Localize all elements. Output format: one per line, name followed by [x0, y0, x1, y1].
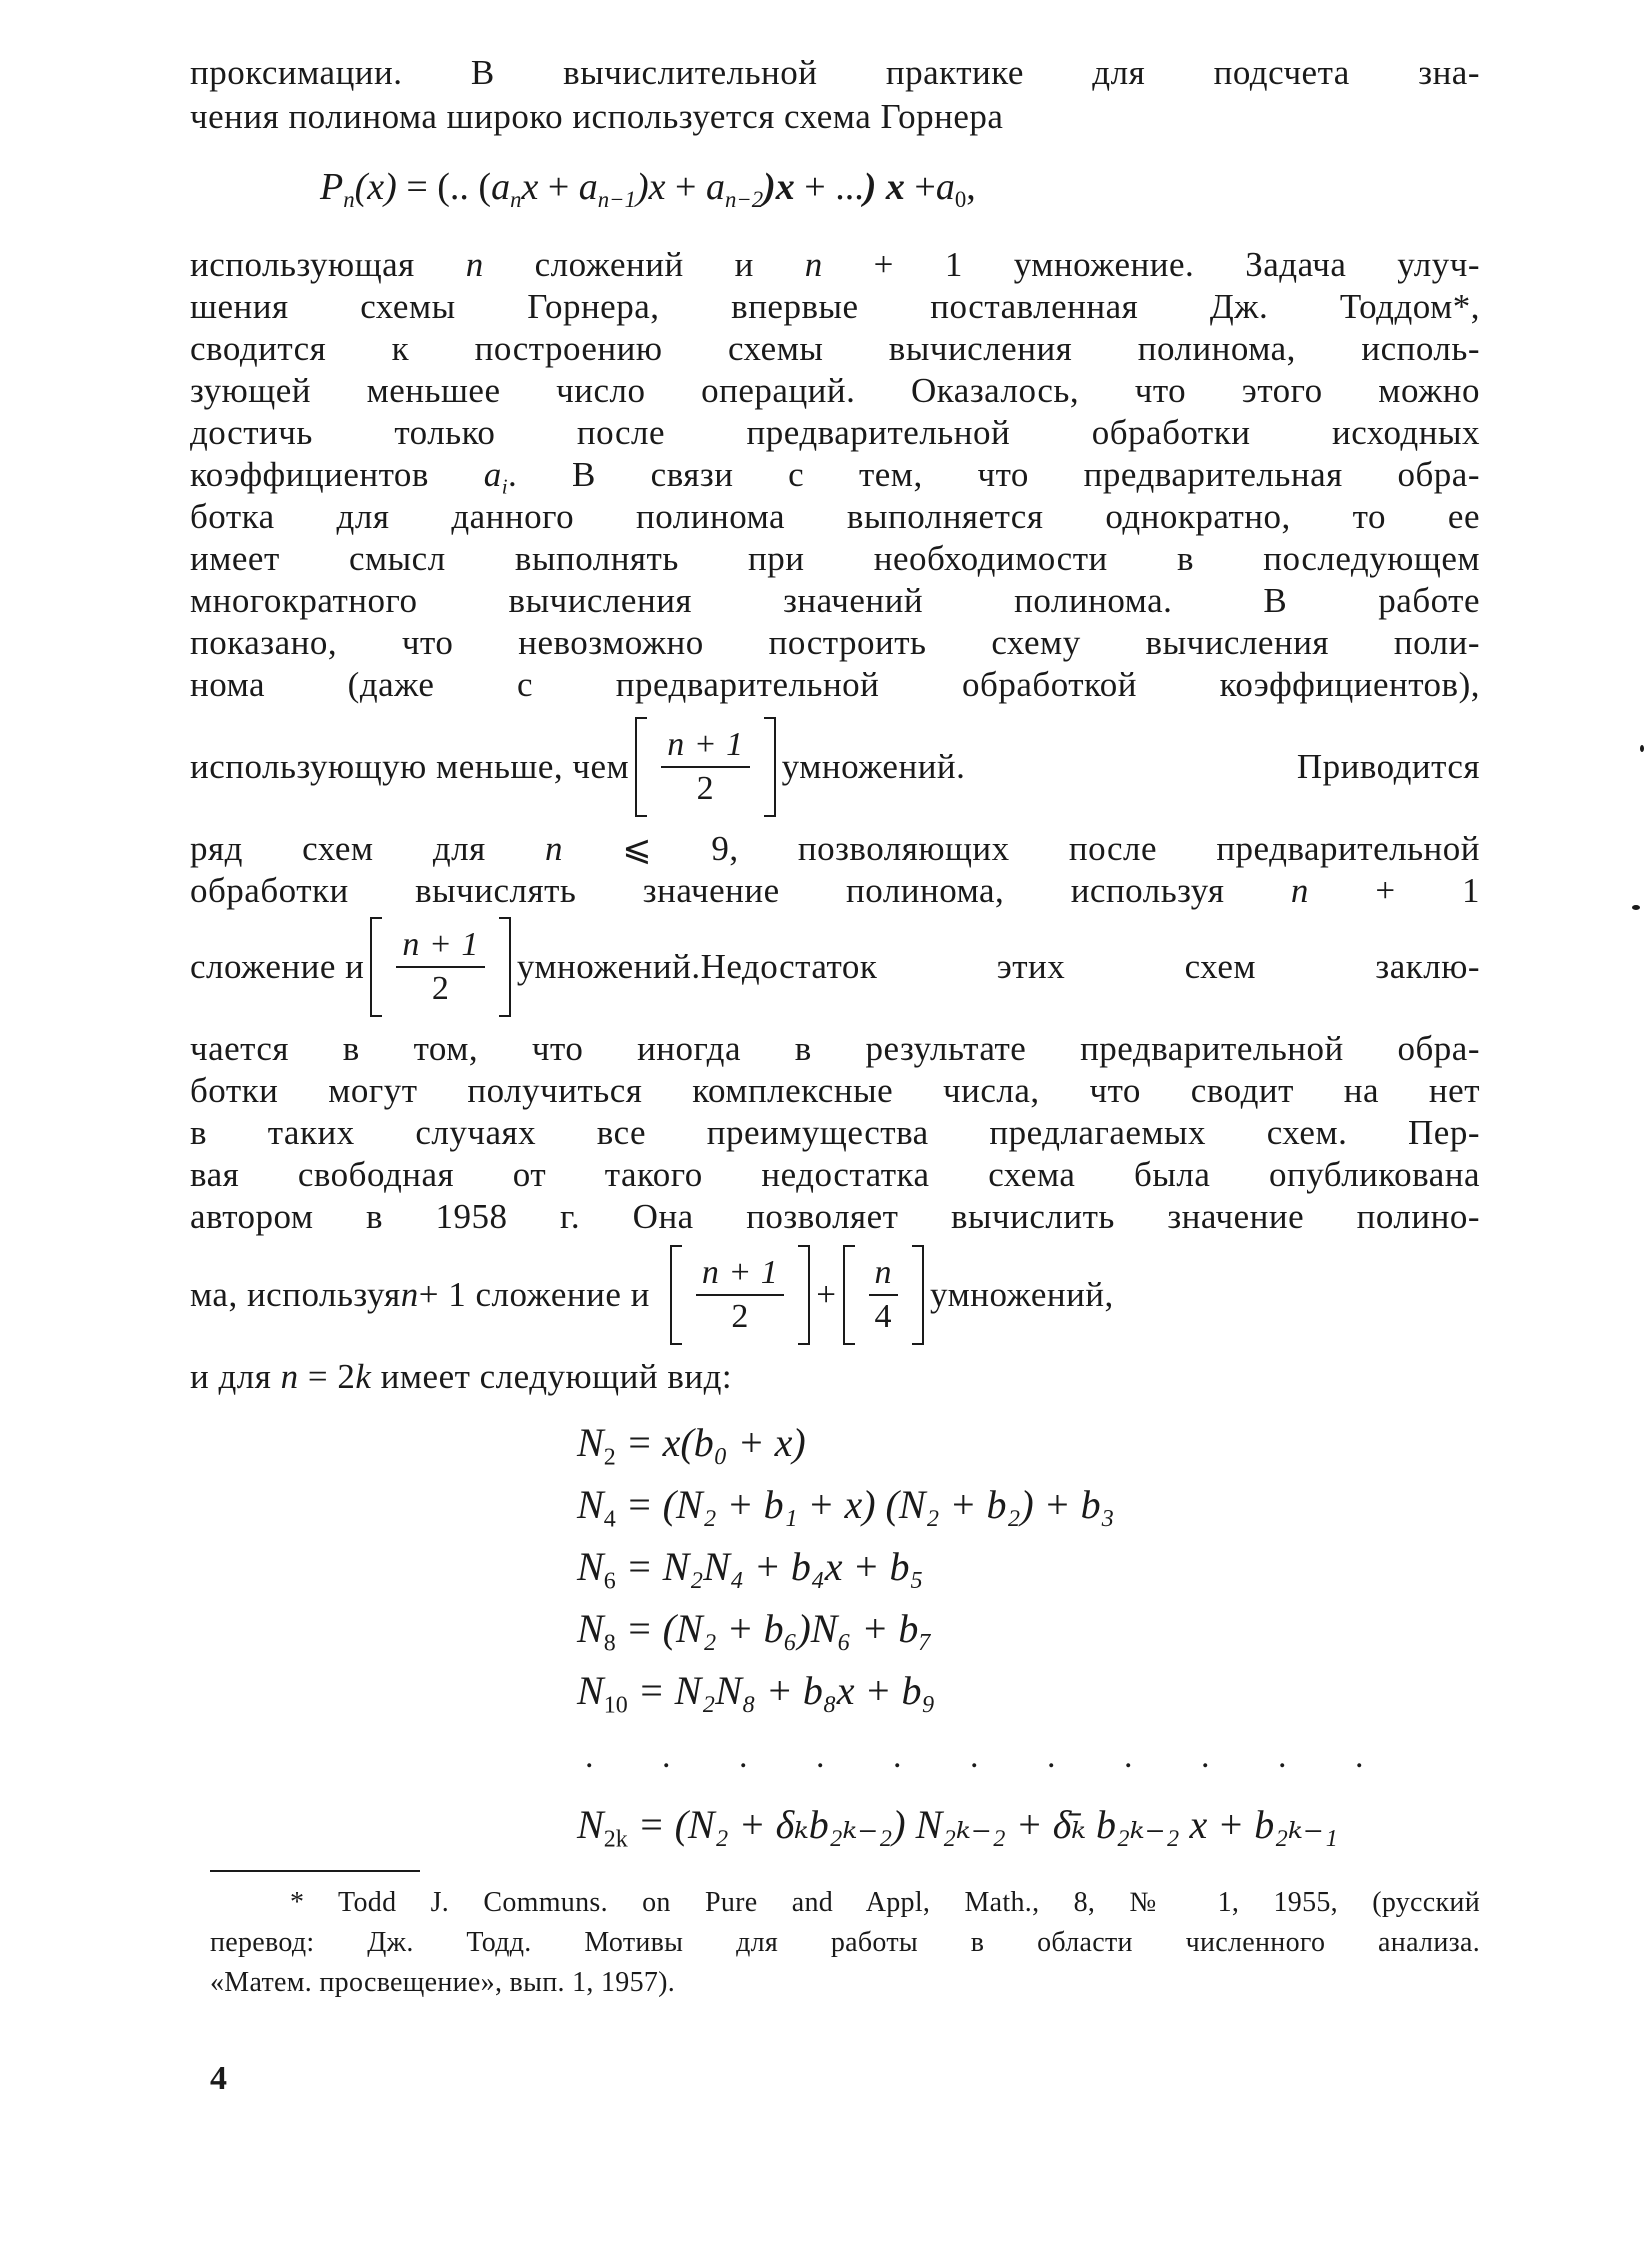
equation-n8 — [577, 1604, 932, 1668]
text-line-with-fractions — [190, 1240, 1480, 1350]
formula-symbol: )x — [763, 166, 795, 208]
text-run: умножений. Приводится — [781, 747, 1480, 786]
text-run: использующую меньше, чем — [190, 747, 630, 786]
formula-subscript: n−2 — [724, 186, 764, 212]
fraction-denominator: 2 — [731, 1298, 749, 1335]
bracketed-fraction — [670, 1245, 810, 1345]
text-run: ма, используя — [190, 1275, 401, 1314]
text-line: показано, что невозможно построить схему вычисления поли- — [190, 623, 1480, 662]
text-run: сложение и — [190, 947, 365, 986]
text-line: зующей меньшее число операций. Оказалось, что этого можно — [190, 371, 1480, 410]
equation-rhs: = x(b₀ + x) — [625, 1420, 806, 1465]
fraction — [855, 1252, 913, 1338]
fraction-numerator: n + 1 — [396, 924, 484, 968]
math-variable: n — [465, 245, 484, 284]
footnote-line: перевод: Дж. Тодд. Мотивы для работы в области численного анализа. — [210, 1927, 1480, 1958]
equation-subscript: 2 — [603, 1444, 616, 1471]
equation-ellipsis: . . . . . . . . . . . — [585, 1738, 1394, 1775]
text-run: использующая — [190, 245, 466, 284]
math-variable: n — [400, 1275, 419, 1314]
scan-speck — [1632, 905, 1640, 910]
fraction-denominator: 2 — [696, 770, 715, 807]
text-line: сводится к построению схемы вычисления полинома, исполь- — [190, 329, 1480, 368]
equation-lhs: N — [577, 1482, 604, 1527]
bracketed-fraction — [370, 917, 510, 1017]
text-run: + 1 умножение. Задача улуч- — [822, 245, 1480, 284]
math-variable: n — [280, 1357, 299, 1396]
formula-operator: + — [914, 166, 936, 208]
text-line: чения полинома широко используется схема Горнера — [190, 97, 1004, 136]
formula-subscript: n−1 — [597, 186, 636, 212]
formula-symbol: ... — [835, 166, 864, 208]
footnote-line: * Todd J. Communs. on Pure and Appl, Math., 8, № 1, 1955, (русский — [290, 1887, 1480, 1918]
fraction-denominator: 4 — [874, 1298, 893, 1335]
footnote-line: «Матем. просвещение», вып. 1, 1957). — [210, 1967, 676, 1998]
text-run: умножений, — [930, 1275, 1114, 1314]
formula-subscript: n — [343, 186, 355, 212]
fraction — [647, 724, 763, 810]
math-variable: n — [1290, 871, 1309, 910]
formula-symbol: P — [320, 166, 344, 208]
formula-symbol: (x) — [354, 166, 397, 208]
equation-n10 — [577, 1666, 935, 1730]
formula-symbol: x — [521, 166, 539, 208]
equation-n2k — [577, 1800, 1338, 1864]
formula-symbol: a — [935, 166, 955, 208]
fraction-numerator: n + 1 — [661, 724, 749, 768]
text-line: вая свободная от такого недостатка схема была опубликована — [190, 1155, 1480, 1194]
text-run: ⩽ 9, позволяющих после предварительной — [562, 829, 1480, 868]
equation-n2 — [577, 1418, 806, 1482]
footnote-rule — [210, 1870, 420, 1872]
math-variable: a — [483, 455, 502, 494]
text-line: нома (даже с предварительной обработкой коэффициентов), — [190, 665, 1480, 704]
equation-lhs: N — [577, 1606, 604, 1651]
equation-rhs: = (N₂ + δₖb₂ₖ₋₂) N₂ₖ₋₂ + δ̄ₖ b₂ₖ₋₂ x + b₂ₖ₋₁ — [637, 1802, 1338, 1847]
left-bracket — [843, 1245, 855, 1345]
text-run: имеет следующий вид: — [371, 1357, 733, 1396]
right-bracket — [912, 1245, 924, 1345]
page-number: 4 — [210, 2060, 227, 2097]
text-run: + 1 — [1308, 871, 1480, 910]
horner-formula — [320, 162, 976, 225]
text-line: автором в 1958 г. Она позволяет вычислить значение полино- — [190, 1197, 1480, 1236]
scan-speck — [1640, 745, 1644, 752]
equation-subscript: 10 — [603, 1692, 628, 1719]
equation-rhs: = (N₂ + b₆)N₆ + b₇ — [625, 1606, 933, 1651]
text-run: умножений.Недостаток этих схем заклю- — [516, 947, 1480, 986]
text-run: + 1 сложение и — [418, 1275, 650, 1314]
formula-symbol: (.. ( — [437, 166, 492, 208]
equation-subscript: 6 — [603, 1568, 616, 1595]
formula-symbol: , — [966, 166, 976, 208]
text-line: ботка для данного полинома выполняется однократно, то ее — [190, 497, 1480, 536]
equation-subscript: 2k — [603, 1826, 628, 1853]
formula-symbol: )x — [635, 166, 666, 208]
text-line: достичь только после предварительной обработки исходных — [190, 413, 1480, 452]
text-line: ботки могут получиться комплексные числа, что сводит на нет — [190, 1071, 1480, 1110]
text-line — [190, 870, 1480, 912]
text-line — [190, 828, 1480, 870]
formula-operator: + — [547, 166, 570, 208]
plus-operator: + — [816, 1275, 837, 1314]
text-run: . В связи с тем, что предварительная обра- — [508, 455, 1480, 494]
equation-rhs: = N₂N₄ + b₄x + b₅ — [625, 1544, 924, 1589]
formula-subscript: 0 — [954, 186, 967, 212]
left-bracket — [370, 917, 382, 1017]
text-line: многократного вычисления значений полинома. В работе — [190, 581, 1480, 620]
formula-operator: + — [804, 166, 826, 208]
equation-lhs: N — [577, 1668, 604, 1713]
formula-symbol: a — [491, 166, 511, 208]
right-bracket — [764, 717, 776, 817]
text-run: коэффициентов — [190, 455, 484, 494]
right-bracket — [798, 1245, 810, 1345]
math-variable: n — [544, 829, 563, 868]
fraction-denominator: 2 — [431, 970, 450, 1007]
right-bracket — [499, 917, 511, 1017]
formula-symbol: a — [578, 166, 598, 208]
bracketed-fraction — [843, 1245, 925, 1345]
fraction-numerator: n + 1 — [696, 1252, 784, 1296]
text-line: чается в том, что иногда в результате предварительной обра- — [190, 1029, 1480, 1068]
equation-n6 — [577, 1542, 923, 1606]
text-run: сложений и — [483, 245, 805, 284]
text-line: в таких случаях все преимущества предлагаемых схем. Пер- — [190, 1113, 1480, 1152]
fraction — [382, 924, 498, 1010]
equation-rhs: = N₂N₈ + b₈x + b₉ — [637, 1668, 936, 1713]
text-line-with-fraction — [190, 712, 1480, 822]
equation-subscript: 4 — [603, 1506, 616, 1533]
equation-lhs: N — [577, 1802, 604, 1847]
text-line-with-fraction — [190, 912, 1480, 1022]
math-subscript: i — [501, 474, 509, 499]
formula-operator: = — [406, 166, 428, 208]
formula-operator: + — [675, 166, 697, 208]
fraction — [682, 1252, 798, 1338]
text-run: = 2 — [298, 1357, 356, 1396]
math-variable: n — [804, 245, 823, 284]
text-run: обработки вычислять значение полинома, используя — [190, 871, 1291, 910]
formula-symbol: ) x — [863, 166, 905, 208]
text-run: ряд схем для — [190, 829, 545, 868]
left-bracket — [670, 1245, 682, 1345]
equation-lhs: N — [577, 1544, 604, 1589]
text-line — [190, 1356, 1480, 1398]
math-variable: k — [355, 1357, 372, 1396]
formula-symbol: a — [705, 166, 725, 208]
formula-subscript: n — [510, 186, 522, 212]
text-line: проксимации. В вычислительной практике для подсчета зна- — [190, 53, 1480, 92]
fraction-numerator: n — [869, 1252, 899, 1296]
text-line — [190, 244, 1480, 286]
text-line: шения схемы Горнера, впервые поставленная Дж. Тоддом*, — [190, 287, 1480, 326]
equation-rhs: = (N₂ + b₁ + x) (N₂ + b₂) + b₃ — [625, 1482, 1115, 1527]
equation-lhs: N — [577, 1420, 604, 1465]
text-line: имеет смысл выполнять при необходимости в последующем — [190, 539, 1480, 578]
left-bracket — [635, 717, 647, 817]
text-run: и для — [190, 1357, 281, 1396]
equation-n4 — [577, 1480, 1115, 1544]
equation-subscript: 8 — [603, 1630, 616, 1657]
bracketed-fraction — [635, 717, 775, 817]
